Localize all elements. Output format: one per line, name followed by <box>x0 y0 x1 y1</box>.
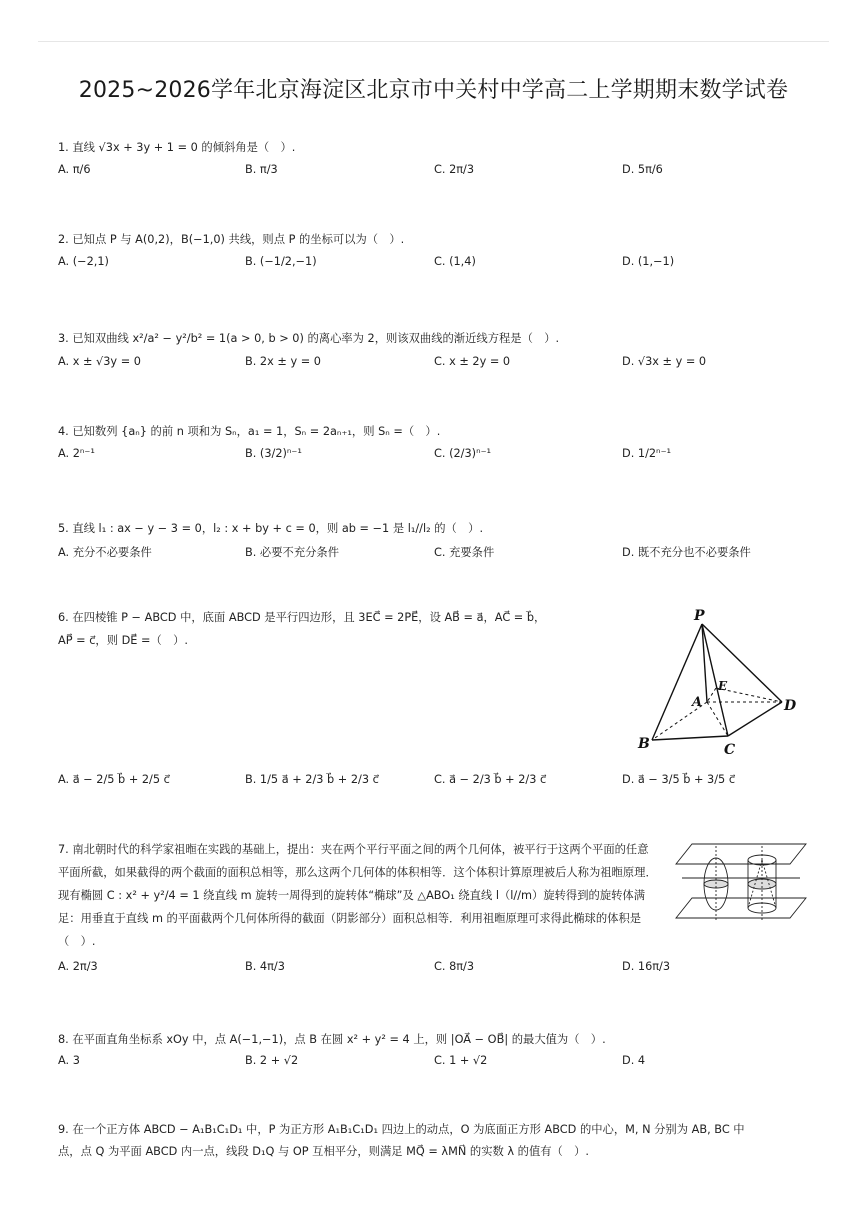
ellipsoid-cylinder-figure <box>674 838 808 928</box>
question-5-option-a: A. 充分不必要条件 <box>58 546 152 559</box>
question-4-option-a: A. 2ⁿ⁻¹ <box>58 447 95 460</box>
question-5-stem: 5. 直线 l₁ : ax − y − 3 = 0，l₂ : x + by + c = 0，则 ab = −1 是 l₁//l₂ 的（ ）. <box>58 522 484 535</box>
question-9-stem-line-2: 点，点 Q 为平面 ABCD 内一点，线段 D₁Q 与 OP 互相平分，则满足 MQ⃗ = λMN⃗ 的实数 λ 的值有（ ）. <box>58 1145 590 1158</box>
question-5-option-b: B. 必要不充分条件 <box>245 546 340 559</box>
question-8-option-b: B. 2 + √2 <box>245 1054 299 1067</box>
question-1-option-c: C. 2π/3 <box>434 163 475 176</box>
question-6-option-d: D. a⃗ − 3/5 b⃗ + 3/5 c⃗ <box>622 773 736 786</box>
pyramid-edge-pd <box>702 624 782 702</box>
question-7-option-a: A. 2π/3 <box>58 960 98 973</box>
question-2-option-c: C. (1,4) <box>434 255 476 268</box>
question-1-option-a: A. π/6 <box>58 163 91 176</box>
question-8-option-c: C. 1 + √2 <box>434 1054 488 1067</box>
header-divider <box>38 41 829 42</box>
pyramid-figure <box>632 602 802 762</box>
pyramid-dashed-ea <box>707 688 716 702</box>
question-3-option-d: D. √3x ± y = 0 <box>622 355 707 368</box>
question-6-option-a: A. a⃗ − 2/5 b⃗ + 2/5 c⃗ <box>58 773 170 786</box>
pyramid-edge-cd <box>728 702 782 736</box>
question-5-option-d: D. 既不充分也不必要条件 <box>622 546 751 559</box>
pyramid-label-c: C <box>724 742 736 758</box>
question-2-option-d: D. (1,−1) <box>622 255 675 268</box>
question-3-stem: 3. 已知双曲线 x²/a² − y²/b² = 1(a > 0, b > 0) 的离心率为 2，则该双曲线的渐近线方程是（ ）. <box>58 332 560 345</box>
question-3-option-b: B. 2x ± y = 0 <box>245 355 321 368</box>
pyramid-label-a: A <box>692 695 703 710</box>
question-2-option-b: B. (−1/2,−1) <box>245 255 317 268</box>
question-2-stem: 2. 已知点 P 与 A(0,2)，B(−1,0) 共线，则点 P 的坐标可以为（ ）. <box>58 233 405 246</box>
question-6-option-c: C. a⃗ − 2/3 b⃗ + 2/3 c⃗ <box>434 773 547 786</box>
pyramid-dashed-ac <box>707 702 728 736</box>
pyramid-edge-bc <box>652 736 728 740</box>
question-6-stem-line-2: AP⃗ = c⃗，则 DE⃗ =（ ）. <box>58 634 188 647</box>
pyramid-label-p: P <box>694 608 705 624</box>
top-plane <box>676 844 806 864</box>
question-8-option-a: A. 3 <box>58 1054 80 1067</box>
question-4-stem: 4. 已知数列 {aₙ} 的前 n 项和为 Sₙ，a₁ = 1，Sₙ = 2aₙ₊₁，则 Sₙ =（ ）. <box>58 425 441 438</box>
question-9-stem-line-1: 9. 在一个正方体 ABCD − A₁B₁C₁D₁ 中，P 为正方形 A₁B₁C₁D₁ 四边上的动点，O 为底面正方形 ABCD 的中心，M, N 分别为 AB, BC 中 <box>58 1123 745 1136</box>
question-6-stem-line-1: 6. 在四棱锥 P − ABCD 中，底面 ABCD 是平行四边形，且 3EC⃗ = 2PE⃗，设 AB⃗ = a⃗，AC⃗ = b⃗， <box>58 611 546 624</box>
question-7-option-c: C. 8π/3 <box>434 960 475 973</box>
question-7-stem: 7. 南北朝时代的科学家祖暅在实践的基础上，提出：夹在两个平行平面之间的两个几何体，被平行于这两个平面的任意平面所截，如果截得的两个截面的面积总相等，那么这两个几何体的体积相等．这个体积计算原理被后人称为祖暅原理．现有椭圆 C : x² + y²/4 = 1 绕直线 m 旋转一周得到的旋转体“椭球”及 △ABO₁ 绕直线 l（l//m）旋转得到的旋转体满足：用垂直于直线 m 的平面截两个几何体所得的截面（阴影部分）面积总相等．利用祖暅原理可求得此椭球的体积是（ ）. <box>58 843 657 948</box>
question-1-option-b: B. π/3 <box>245 163 278 176</box>
question-2-option-a: A. (−2,1) <box>58 255 109 268</box>
question-7-option-b: B. 4π/3 <box>245 960 285 973</box>
pyramid-label-d: D <box>784 698 797 714</box>
question-4-option-d: D. 1/2ⁿ⁻¹ <box>622 447 672 460</box>
question-3-option-c: C. x ± 2y = 0 <box>434 355 511 368</box>
question-7-option-d: D. 16π/3 <box>622 960 671 973</box>
question-3-option-a: A. x ± √3y = 0 <box>58 355 141 368</box>
question-8-stem: 8. 在平面直角坐标系 xOy 中，点 A(−1,−1)，点 B 在圆 x² + y² = 4 上，则 |OA⃗ − OB⃗| 的最大值为（ ）. <box>58 1033 606 1046</box>
pyramid-label-b: B <box>638 736 650 752</box>
question-8-option-d: D. 4 <box>622 1054 646 1067</box>
pyramid-label-e: E <box>718 679 728 693</box>
question-5-option-c: C. 充要条件 <box>434 546 495 559</box>
question-4-option-b: B. (3/2)ⁿ⁻¹ <box>245 447 302 460</box>
page-title: 2025~2026学年北京海淀区北京市中关村中学高二上学期期末数学试卷 <box>78 78 789 103</box>
question-6-option-b: B. 1/5 a⃗ + 2/3 b⃗ + 2/3 c⃗ <box>245 773 379 786</box>
question-1-option-d: D. 5π/6 <box>622 163 663 176</box>
question-4-option-c: C. (2/3)ⁿ⁻¹ <box>434 447 492 460</box>
question-1-stem: 1. 直线 √3x + 3y + 1 = 0 的倾斜角是（ ）. <box>58 141 296 154</box>
bottom-plane <box>676 898 806 918</box>
